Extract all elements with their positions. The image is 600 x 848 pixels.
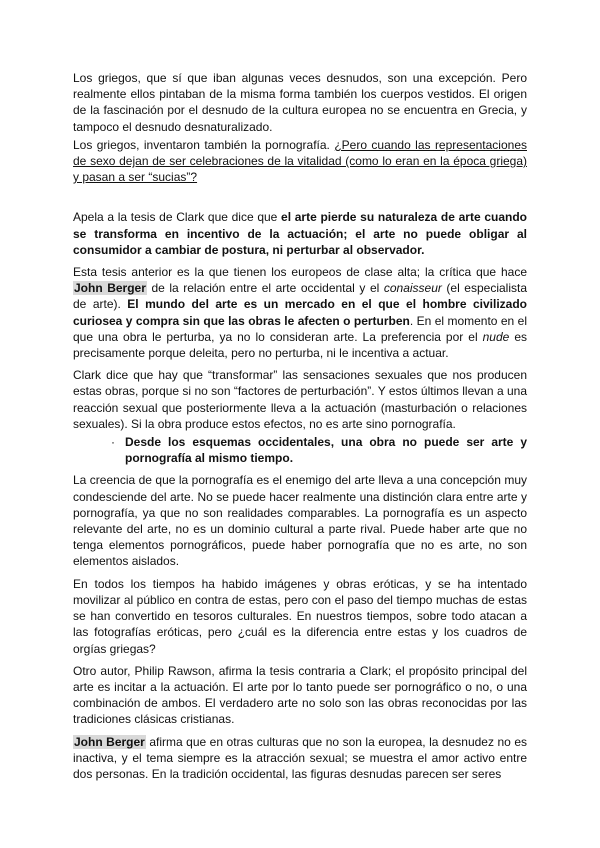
bullet-item: [73, 434, 527, 466]
document-body: [73, 70, 527, 788]
paragraph-philip-rawson: Otro autor, Philip Rawson, afirma la tesis contraria a Clark; el propósito principal del arte es incitar a la actuación. El arte por lo tanto puede ser pornográfico o no, o una combinación de ambos. El verdadero arte no solo son las obras reconocidas por las tradiciones clásicas cristianas.: [73, 663, 527, 727]
paragraph-gap: [73, 191, 527, 209]
paragraph-berger-other-cultures: [73, 734, 527, 783]
paragraph-clark-thesis: [73, 209, 527, 258]
bullet-text: Desde los esquemas occidentales, una obra no puede ser arte y pornografía al mismo tiempo.: [125, 435, 527, 466]
paragraph-clark-transform: Clark dice que hay que “transformar” las sensaciones sexuales que nos producen estas obras, porque si no son “factores de perturbación”. Y estos últimos llevan a una reacción sexual que posteriormente lleva a la actuación (masturbación o relaciones sexuales). Si la obra produce estos efectos, no es arte sino pornografía.: [73, 368, 527, 431]
berger-relation-text: de la relación entre el arte occidental y el: [146, 281, 384, 296]
clark-thesis-bold: el arte pierde su naturaleza de arte cuando se transforma en incentivo de la actuación; el arte no puede obligar al consumidor a cambiar de postura, ni perturbar al observador.: [73, 210, 527, 257]
italic-term-conaisseur: conaisseur: [383, 281, 442, 296]
highlighted-name-john-berger-2: John Berger: [74, 734, 145, 749]
italic-term-nude: nude: [482, 329, 510, 344]
berger-intro-text: Esta tesis anterior es la que tienen los europeos de clase alta; la crítica que hace: [73, 265, 527, 280]
bullet-mark: ·: [111, 435, 115, 450]
paragraph-pornography-enemy: La creencia de que la pornografía es el enemigo del arte lleva a una concepción muy condesciende del arte. No se puede hacer realmente una distinción clara entre arte y pornografía, ya que no son realidades comparables. La pornografía es un aspecto relevante del arte, no es un dominio cultural a parte rival. Puede haber arte que no tenga elementos pornográficos, puede haber pornografía que no es arte, no son elementos aislados.: [73, 473, 527, 569]
highlighted-name-john-berger: John Berger: [74, 281, 146, 296]
other-cultures-text: afirma que en otras culturas que no son la europea, la desnudez no es inactiva, y el tema siempre es la atracción sexual; se muestra el amor activo entre dos personas. En la tradición occidental, las figuras desnudas parecen ser seres: [73, 734, 527, 781]
pornography-intro-text: Los griegos, inventaron también la pornografía.: [73, 137, 335, 152]
nude-preference-text: es precisamente porque deleita, pero no perturba, ni le incentiva a actuar.: [73, 329, 528, 361]
clark-intro-text: Apela a la tesis de Clark que dice que: [73, 210, 282, 225]
art-market-bold: El mundo del arte es un mercado en el que el hombre civilizado curiosea y compra sin que las obras le afecten o perturben: [73, 297, 527, 328]
perturb-text: . En el momento en el que una obra le perturba, ya no lo consideran arte. La preferencia por el: [73, 313, 527, 344]
specialist-text: (el especialista de arte).: [73, 281, 528, 312]
paragraph-greeks-exception: Los griegos, que sí que iban algunas veces desnudos, son una excepción. Pero realmente ellos pintaban de la misma forma también los cuerpos vestidos. El origen de la fascinación por el desnudo de la cultura europea no se encuentra en Grecia, y tampoco el desnudo desnaturalizado.: [73, 71, 527, 134]
paragraph-berger-critique: [73, 264, 527, 361]
underlined-question: ¿Pero cuando las representaciones de sexo dejan de ser celebraciones de la vitalidad (como lo eran en la época griega) y pasan a ser “sucias”?: [73, 137, 527, 185]
paragraph-pornography-question: [73, 137, 527, 186]
paragraph-erotic-works: En todos los tiempos ha habido imágenes y obras eróticas, y se ha intentado movilizar al público en contra de estas, pero con el paso del tiempo muchas de estas se han convertido en tesoros culturales. En nuestros tiempos, sobre todo atacan a las fotografías eróticas, pero ¿cuál es la diferencia entre estas y los cuadros de orgías griegas?: [73, 576, 527, 656]
